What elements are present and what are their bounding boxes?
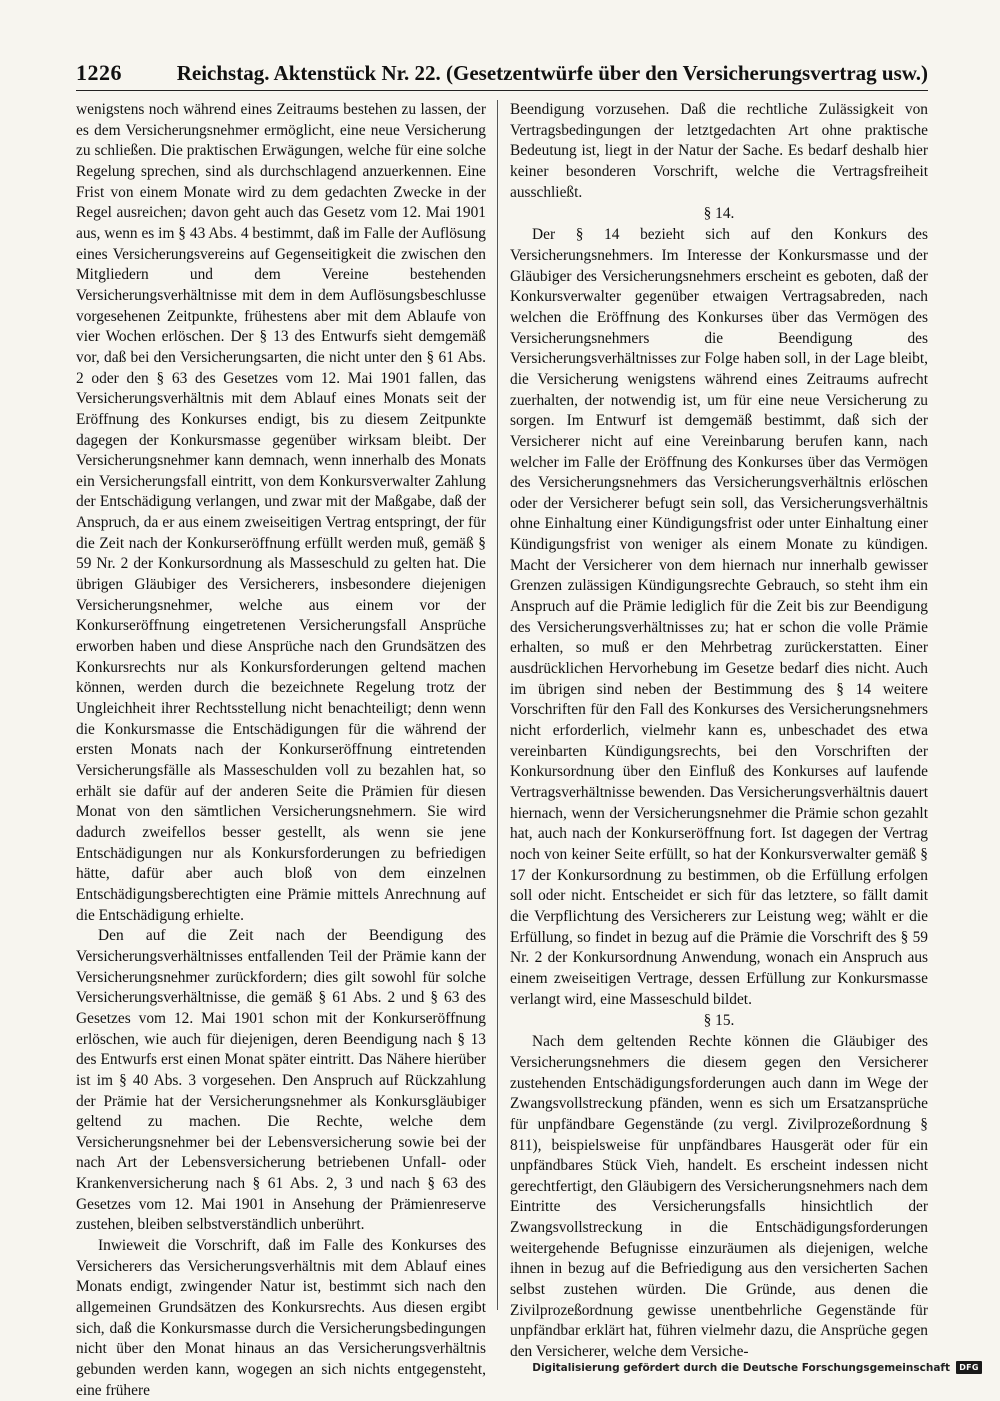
- credit-text: Digitalisierung gefördert durch die Deutsche Forschungsgemeinschaft: [532, 1361, 950, 1374]
- paragraph: wenigstens noch während eines Zeitraums bestehen zu lassen, der es dem Versicherungsnehmer ermöglicht, eine neue Versicherung zu schließen. Die praktischen Erwägungen, welche für eine solche Regelung sprechen, sind als durchschlagend anzuerkennen. Eine Frist von einem Monate wird zu dem gedachten Zwecke in der Regel ausreichen; davon geht auch das Gesetz vom 12. Mai 1901 aus, wenn es im § 43 Abs. 4 bestimmt, daß im Falle der Auflösung eines Versicherungsvereins auf Gegenseitigkeit die zwischen den Mitgliedern und dem Vereine bestehenden Versicherungsverhältnisse mit dem in dem Auflösungsbeschlusse vorgesehenen Zeitpunkte, frühestens aber mit dem Ablaufe von vier Wochen erlöschen. Der § 13 des Entwurfs sieht demgemäß vor, daß bei den Versicherungsarten, die nicht unter den § 61 Abs. 2 oder den § 63 des Gesetzes vom 12. Mai 1901 fallen, das Versicherungsverhältnis mit dem Ablauf eines Monats seit der Eröffnung des Konkurses endigt, bis zu diesem Zeitpunkte dagegen der Konkursmasse gegenüber wirksam bleibt. Der Versicherungsnehmer kann demnach, wenn innerhalb des Monats ein Versicherungsfall eintritt, von dem Konkursverwalter Zahlung der Entschädigung verlangen, und zwar mit der Maßgabe, daß der Anspruch, da er aus einem zweiseitigen Vertrag entspringt, der für die Zeit nach der Konkurseröffnung erfüllt werden muß, gemäß § 59 Nr. 2 der Konkursordnung als Masseschuld zu gelten hat. Die übrigen Gläubiger des Versicherers, insbesondere diejenigen Versicherungsnehmer, welche aus einem vor der Konkurseröffnung eingetretenen Versicherungsfall Ansprüche erworben haben und diese Ansprüche nach den Grundsätzen des Konkursrechts nur als Konkursforderungen geltend machen können, werden durch die bezeichnete Regelung trotz der Ungleichheit ihrer Rechtsstellung nicht benachteiligt; denn wenn die Konkursmasse die Entschädigungen für die während der ersten Monats nach der Konkurseröffnung eintretenden Versicherungsfälle als Masseschulden voll zu bezahlen hat, so erhält sie dafür auf der anderen Seite die Prämien für diesen Monat von den sämtlichen Versicherungsnehmern. Sie wird dadurch zweifellos besser gestellt, als wenn sie jene Entschädigungen nur als Konkursforderungen zu befriedigen hätte, dafür aber auch bloß von dem einzelnen Entschädigungsberechtigten eine Prämie mittels Anrechnung auf die Entschädigung erhielte.: [76, 101, 486, 924]
- section-heading-14: § 14.: [703, 205, 735, 223]
- paragraph: Der § 14 bezieht sich auf den Konkurs des Versicherungsnehmers. Im Interesse der Konkursmasse und der Gläubiger des Versicherungsnehmers erscheint es geboten, daß der Konkursverwalter gegenüber etwaigen Vertragsabreden, nach welchen die Eröffnung des Konkurses über das Vermögen des Versicherungsnehmers die Beendigung des Versicherungsverhältnisses zur Folge haben soll, in der Lage bleibt, die Versicherung wenigstens während eines Zeitraums aufrecht zuerhalten, der notwendig ist, um für eine neue Versicherung zu sorgen. Im Entwurf ist demgemäß bestimmt, daß sich der Versicherer nicht auf eine Vereinbarung berufen kann, nach welcher im Falle der Eröffnung des Konkurses über das Vermögen des Versicherungsnehmers das Versicherungsverhältnis erlöschen oder der Versicherer befugt sein soll, das Versicherungsverhältnis ohne Einhaltung einer Kündigungsfrist oder unter Einhaltung einer Kündigungsfrist von weniger als einem Monate zu kündigen. Macht der Versicherer von dem hiernach nur innerhalb gewisser Grenzen zulässigen Kündigungsrechte Gebrauch, so steht ihm ein Anspruch auf die Prämie lediglich für die Zeit bis zur Beendigung des Versicherungsverhältnisses zu; hat er schon die volle Prämie erhalten, so muß er den Mehrbetrag zurückerstatten. Einer ausdrücklichen Hervorhebung im Gesetze bedarf dies nicht. Auch im übrigen sind neben der Bestimmung des § 14 weitere Vorschriften für den Fall des Konkurses des Versicherungsnehmers nicht erforderlich, vielmehr kann es, unbeschadet des etwa vereinbarten Kündigungsrechts, bei den Vorschriften der Konkursordnung über den Einfluß des Konkurses auf laufende Vertragsverhältnisse bewenden. Das Versicherungsverhältnis dauert hiernach, wenn der Versicherungsnehmer die Prämie schon gezahlt hat, auch nach der Konkurseröffnung fort. Ist dagegen der Vertrag noch von keiner Seite erfüllt, so hat der Konkursverwalter gemäß § 17 der Konkursordnung zu bestimmen, ob die Erfüllung erfolgen soll oder nicht. Entscheidet er sich für das letztere, so fällt damit die Verpflichtung des Versicherers zur Leistung weg; wählt er die Erfüllung, so findet in bezug auf die Prämie die Vorschrift des § 59 Nr. 2 der Konkursordnung Anwendung, wonach ein Anspruch aus einem zweiseitigen Vertrage, dessen Erfüllung zur Konkursmasse verlangt wird, eine Masseschuld bildet.: [510, 226, 928, 1008]
- paragraph: Nach dem geltenden Rechte können die Gläubiger des Versicherungsnehmers die diesem gegen den Versicherer zustehenden Entschädigungsforderungen auch dann im Wege der Zwangsvollstreckung pfänden, wenn es sich um Ersatzansprüche für unpfändbare Gegenstände (zu vergl. Zivilprozeßordnung § 811), beispielsweise für unpfändbares Hausgerät oder für ein unpfändbares Stück Vieh, handelt. Es erscheint indessen nicht gerechtfertigt, den Gläubigern des Versicherungsnehmers nach dem Eintritte des Versicherungsfalls hinsichtlich der Zwangsvollstreckung in die Entschädigungsforderungen weitergehende Befugnisse einzuräumen als diejenigen, welche ihnen in bezug auf die Befriedigung aus den versicherten Sachen selbst zustehen würden. Die Gründe, aus denen die Zivilprozeßordnung gewisse unentbehrliche Gegenstände für unpfändbar erklärt hat, führen vielmehr dazu, die Ansprüche gegen den Versicherer, welche dem Versiche-: [510, 1033, 928, 1361]
- document-title: Reichstag. Aktenstück Nr. 22.: [176, 61, 441, 85]
- left-column: [76, 100, 486, 1401]
- page-title: [122, 61, 928, 86]
- page-header: [76, 60, 928, 86]
- paragraph: Beendigung vorzusehen. Daß die rechtliche Zulässigkeit von Vertragsbedingungen der letztgedachten Art ohne praktische Bedeutung ist, liegt in der Natur der Sache. Es bedarf deshalb hier keiner besonderen Vorschrift, welche die Vertragsfreiheit ausschließt.: [510, 101, 928, 201]
- header-rule: [76, 90, 928, 91]
- digitization-credit: [532, 1361, 982, 1374]
- column-divider: [497, 100, 498, 1310]
- paragraph: Den auf die Zeit nach der Beendigung des Versicherungsverhältnisses entfallenden Teil der Prämie kann der Versicherungsnehmer zurückfordern; dies gilt sowohl für solche Versicherungsverhältnisse, die gemäß § 61 Abs. 2 und § 63 des Gesetzes vom 12. Mai 1901 schon mit der Konkurseröffnung erlöschen, wie auch für diejenigen, deren Beendigung nach § 13 des Entwurfs erst einen Monat später eintritt. Das Nähere hierüber ist im § 40 Abs. 3 vorgesehen. Den Anspruch auf Rückzahlung der Prämie hat der Versicherungsnehmer als Konkursgläubiger geltend zu machen. Die Rechte, welche dem Versicherungsnehmer bei der Lebensversicherung sowie bei der nach Art der Lebensversicherung betriebenen Unfall- oder Krankenversicherung nach § 61 Abs. 2, 3 und nach § 63 des Gesetzes vom 12. Mai 1901 in Ansehung der Prämienreserve zustehen, bleiben selbstverständlich unberührt.: [76, 927, 486, 1234]
- right-column: [510, 100, 928, 1363]
- dfg-logo-icon: DFG: [956, 1361, 982, 1374]
- document-subtitle: (Gesetzentwürfe über den Versicherungsvertrag usw.): [446, 61, 928, 85]
- section-heading-15: § 15.: [703, 1012, 735, 1030]
- page-number: 1226: [76, 60, 122, 85]
- paragraph: Inwieweit die Vorschrift, daß im Falle des Konkurses des Versicherers das Versicherungsverhältnis mit dem Ablauf eines Monats endigt, zwingender Natur ist, bestimmt sich nach den allgemeinen Grundsätzen des Konkursrechts. Aus diesen ergibt sich, daß die Konkursmasse durch die Versicherungsbedingungen nicht über den Monat hinaus an das Versicherungsverhältnis gebunden werden kann, wogegen an sich nichts entgegensteht, eine frühere: [76, 1237, 486, 1399]
